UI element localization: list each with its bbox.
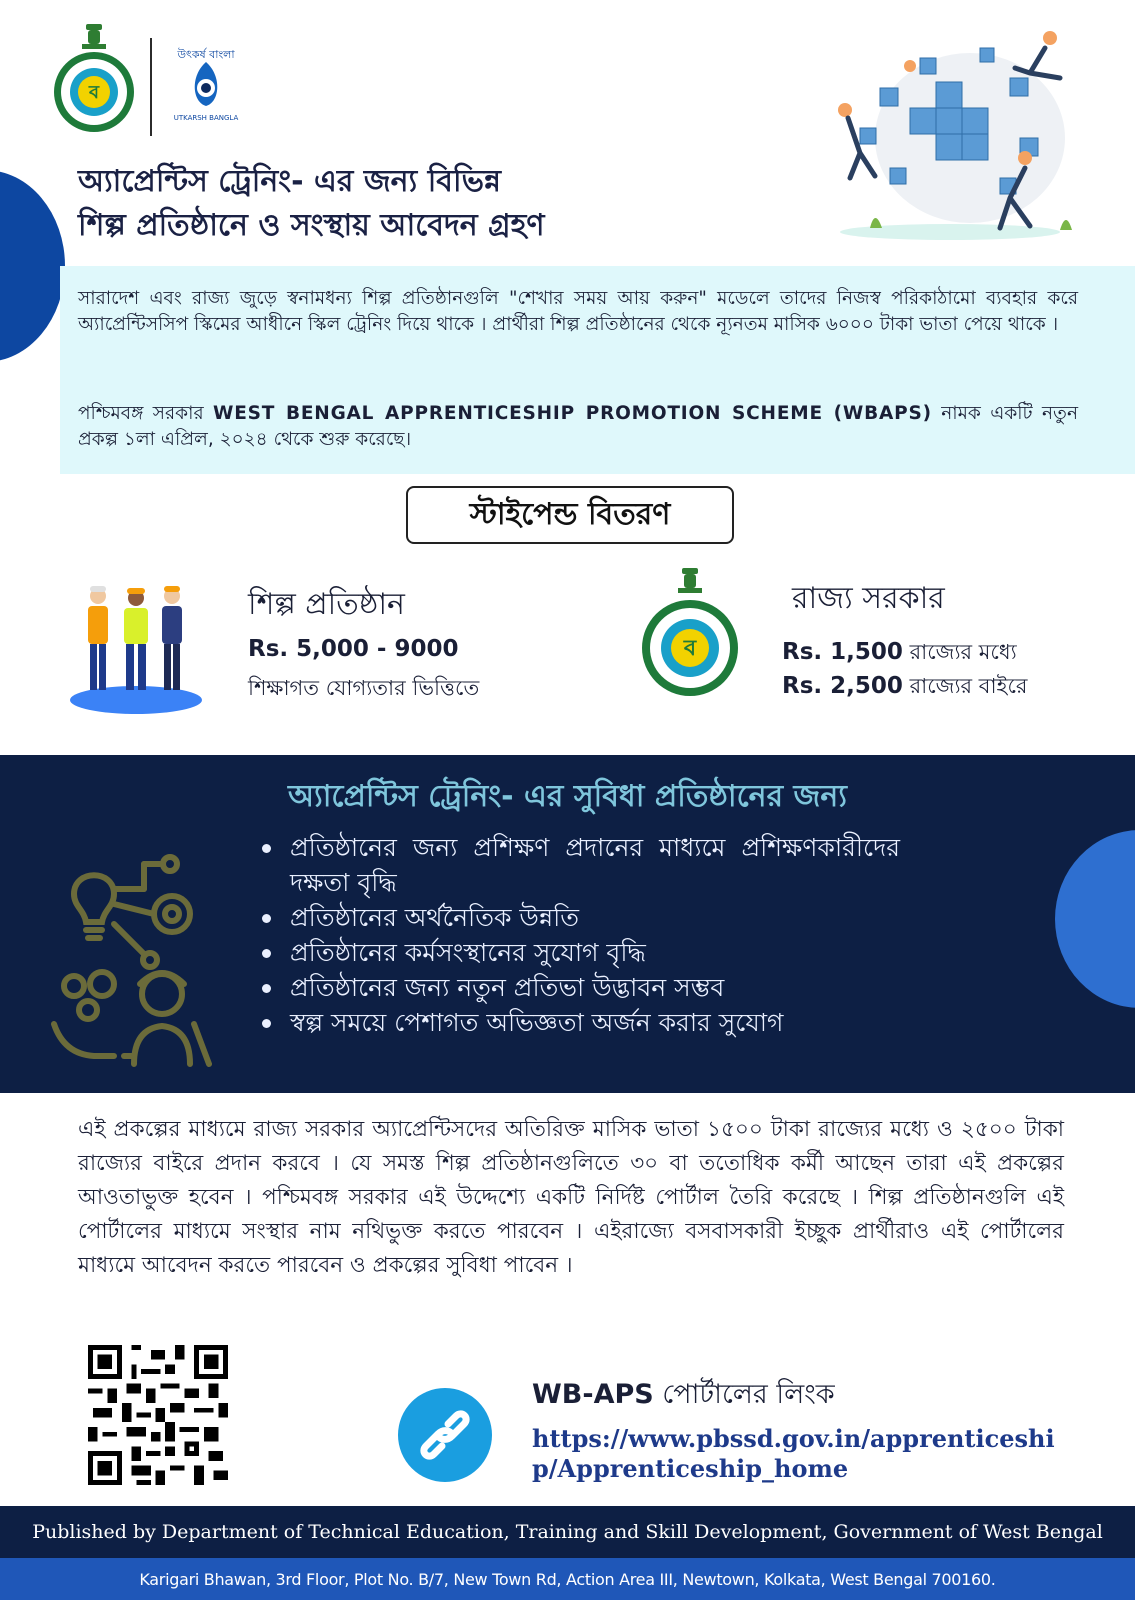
intro-paragraph-1: সারাদেশ এবং রাজ্য জুড়ে স্বনামধন্য শিল্প প্রতিষ্ঠানগুলি "শেখার সময় আয় করুন" মডেলে তাদের নিজস্ব পরিকাঠামো ব্যবহার করে অ্যাপ্রেন্টিসসিপ স্কিমের আধীনে স্কিল ট্রেনিং দিয়ে থাকে । প্রার্থীরা শিল্প প্রতিষ্ঠানের থেকে ন্যূনতম মাসিক ৬০০০ টাকা ভাতা পেয়ে থাকে । [78,288,1078,335]
portal-url-link[interactable]: https://www.pbssd.gov.in/apprenticeship/Apprenticeship_home [532,1424,1055,1483]
main-title-line2: শিল্প প্রতিষ্ঠানে ও সংস্থায় আবেদন গ্রহণ [78,208,545,243]
gears-hands-icon [54,972,134,1056]
lightbulb-gear-icon [74,857,190,967]
decorative-circle-left [0,170,65,362]
benefit-item: প্রতিষ্ঠানের কর্মসংস্থানের সুযোগ বৃদ্ধি [260,935,900,970]
state-stipend-within [782,636,1017,671]
workers-illustration [64,578,208,716]
main-title-line1: অ্যাপ্রেন্টিস ট্রেনিং- এর জন্য বিভিন্ন [78,164,502,199]
benefit-item: প্রতিষ্ঠানের জন্য প্রশিক্ষণ প্রদানের মাধ্যমে প্রশিক্ষণকারীদের দক্ষতা বৃদ্ধি [260,830,900,900]
portal-label-text: পোর্টালের লিংক [653,1379,835,1410]
svg-text:ব: ব [88,82,100,103]
state-amount-outside: Rs. 2,500 [782,673,903,699]
intro-paragraph-2-prefix: পশ্চিমবঙ্গ সরকার [78,403,214,424]
intro-paragraph-2 [78,401,1078,453]
scheme-name: WEST BENGAL APPRENTICESHIP PROMOTION SCHEME (WBAPS) [213,403,932,424]
benefits-icons-group [44,844,212,1074]
benefits-list [260,830,900,1040]
footer-published-by: Published by Department of Technical Education, Training and Skill Development, Government of West Bengal [0,1506,1135,1558]
state-label-outside: রাজ্যের বাইরে [902,674,1028,698]
industry-note: শিক্ষাগত যোগ্যতার ভিত্তিতে [248,676,480,700]
technician-icon [134,973,209,1064]
industry-title: শিল্প প্রতিষ্ঠান [248,587,405,622]
industry-amount: Rs. 5,000 - 9000 [248,636,459,662]
benefits-title: অ্যাপ্রেন্টিস ট্রেনিং- এর সুবিধা প্রতিষ্ঠানের জন্য [288,779,847,814]
wb-govt-emblem-icon [638,566,742,696]
utkarsh-bangla-logo-icon [168,44,244,124]
qr-code-icon[interactable] [88,1345,228,1485]
state-stipend-outside [782,670,1027,705]
state-amount-within: Rs. 1,500 [782,639,903,665]
portal-label [532,1374,835,1419]
logo-divider [150,38,152,136]
blocks-people-illustration [820,18,1090,244]
scheme-description: এই প্রকল্পের মাধ্যমে রাজ্য সরকার অ্যাপ্রেন্টিসদের অতিরিক্ত মাসিক ভাতা ১৫০০ টাকা রাজ্যের মধ্যে ও ২৫০০ টাকা রাজ্যের বাইরে প্রদান করবে । যে সমস্ত শিল্প প্রতিষ্ঠানগুলিতে ৩০ বা ততোধিক কর্মী আছেন তারা এই প্রকল্পের আওতাভুক্ত হবেন । পশ্চিমবঙ্গ সরকার এই উদ্দেশ্যে একটি নির্দিষ্ট পোর্টাল তৈরি করেছে । শিল্প প্রতিষ্ঠানগুলি এই পোর্টালের মাধ্যমে সংস্থার নাম নথিভুক্ত করতে পারবেন । এইরাজ্যে বসবাসকারী ইচ্ছুক প্রার্থীরাও এই পোর্টালের মাধ্যমে আবেদন করতে পারবেন ও প্রকল্পের সুবিধা পাবেন । [78,1117,1064,1278]
benefit-item: স্বল্প সময়ে পেশাগত অভিজ্ঞতা অর্জন করার সুযোগ [260,1005,900,1040]
utkarsh-logo-subtext: UTKARSH BANGLA [173,114,239,122]
stipend-heading: স্টাইপেন্ড বিতরণ [406,486,734,544]
portal-label-abbrev: WB-APS [532,1379,654,1410]
wb-govt-emblem-icon [52,22,136,134]
state-label-within: রাজ্যের মধ্যে [902,640,1017,664]
main-title [78,160,778,248]
state-title: রাজ্য সরকার [792,581,945,616]
link-icon[interactable] [398,1388,492,1482]
utkarsh-logo-text: উৎকর্ষ বাংলা [177,48,235,61]
footer-address: Karigari Bhawan, 3rd Floor, Plot No. B/7, New Town Rd, Action Area III, Newtown, Kolkata, West Bengal 700160. [0,1558,1135,1600]
svg-text:ব: ব [683,636,697,661]
benefit-item: প্রতিষ্ঠানের জন্য নতুন প্রতিভা উদ্ভাবন সম্ভব [260,970,900,1005]
intro-paragraph-2-suffix: নামক একটি নতুন প্রকল্প ১লা এপ্রিল, ২০২৪ থেকে শুরু করেছে। [78,403,1078,450]
benefit-item: প্রতিষ্ঠানের অর্থনৈতিক উন্নতি [260,900,900,935]
